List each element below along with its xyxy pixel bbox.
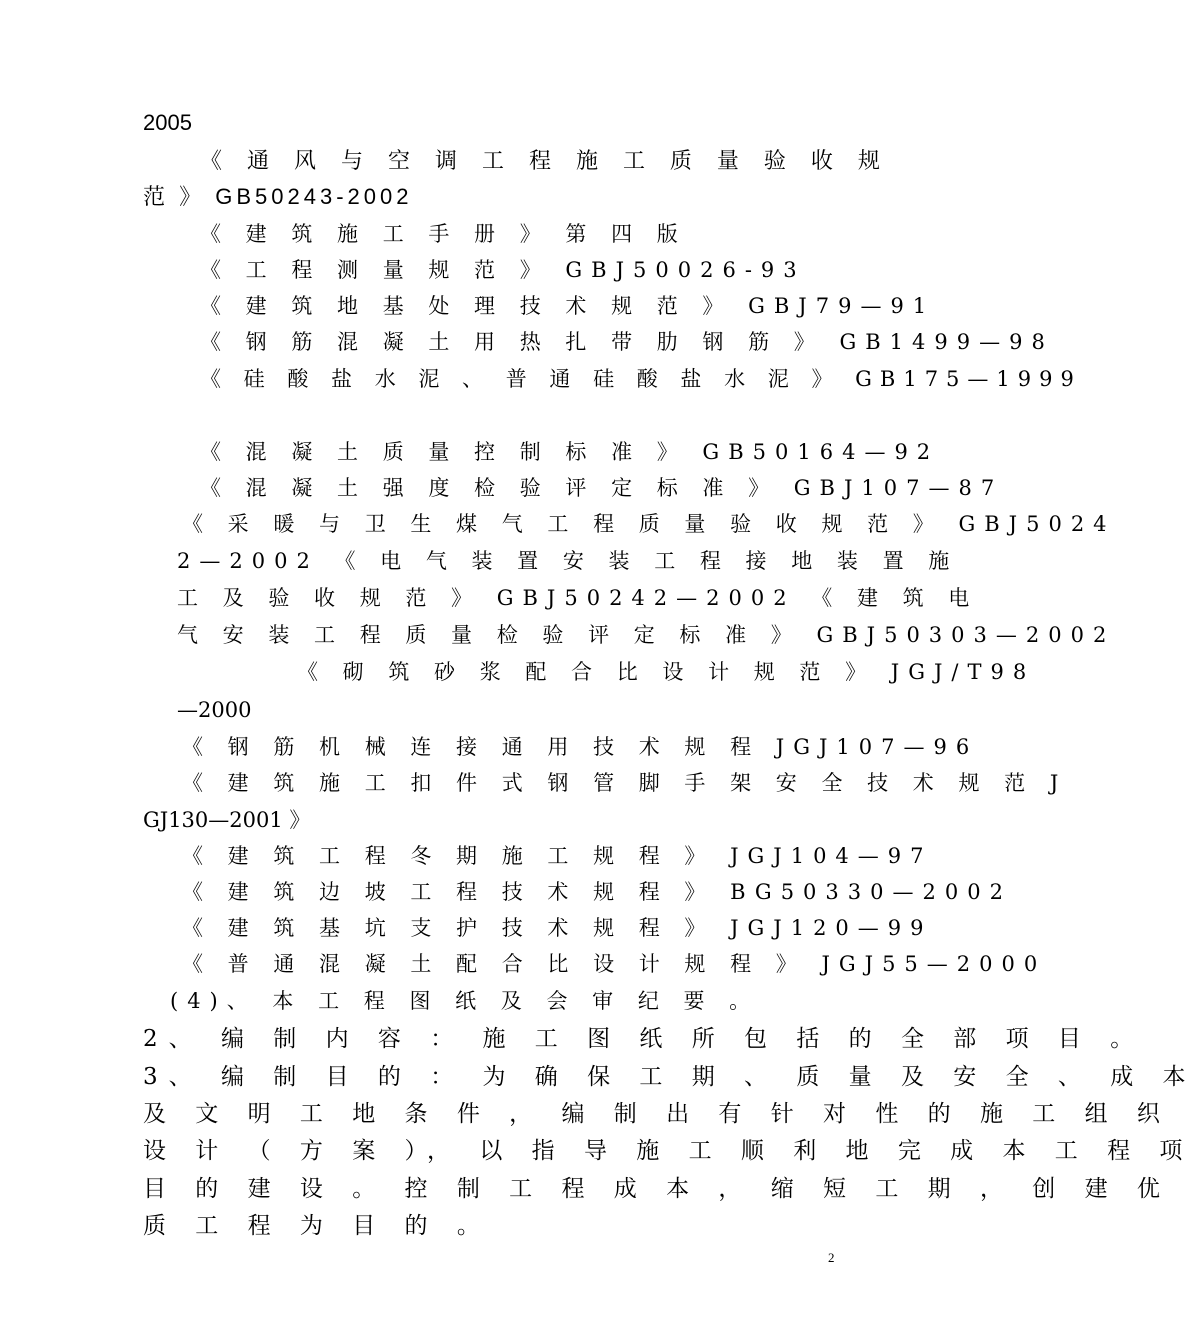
standard-entry: 《 钢 筋 混 凝 土 用 热 扎 带 肋 钢 筋 》 GB1499—98 xyxy=(200,330,1054,354)
text-line: 3、 编 制 目 的 ： 为 确 保 工 期 、 质 量 及 安 全 、 成 本 xyxy=(143,1064,1197,1090)
text-line: 目 的 建 设 。 控 制 工 程 成 本 ， 缩 短 工 期 ， 创 建 优 xyxy=(143,1176,1171,1202)
text-line: (4)、 本 工 程 图 纸 及 会 审 纪 要 。 xyxy=(170,989,760,1013)
standard-entry: 《 建 筑 施 工 手 册 》 第 四 版 xyxy=(200,222,687,246)
text-line: 质 工 程 为 目 的 。 xyxy=(143,1213,491,1239)
standard-entry: 《 钢 筋 机 械 连 接 通 用 技 术 规 程 JGJ107—96 xyxy=(182,735,979,759)
standard-entry: 2—2002 《 电 气 装 置 安 装 工 程 接 地 装 置 施 xyxy=(177,549,959,573)
standard-entry: 《 建 筑 边 坡 工 程 技 术 规 程 》 BG50330—2002 xyxy=(182,880,1012,904)
standard-entry: 《 建 筑 地 基 处 理 技 术 规 范 》 GBJ79—91 xyxy=(200,294,936,318)
standard-entry: 《 混 凝 土 强 度 检 验 评 定 标 准 》 GBJ107—87 xyxy=(200,476,1004,500)
standard-entry: 《 建 筑 施 工 扣 件 式 钢 管 脚 手 架 安 全 技 术 规 范 J xyxy=(182,771,1068,795)
standard-entry: 《 采 暖 与 卫 生 煤 气 工 程 质 量 验 收 规 范 》 GBJ5024 xyxy=(182,512,1116,536)
standard-entry: 《 混 凝 土 质 量 控 制 标 准 》 GB50164—92 xyxy=(200,440,940,464)
standard-entry: 《 硅 酸 盐 水 泥 、 普 通 硅 酸 盐 水 泥 》 GB175—1999 xyxy=(200,367,1082,391)
text-line: 设 计 （ 方 案 ）， 以 指 导 施 工 顺 利 地 完 成 本 工 程 项 xyxy=(143,1138,1194,1164)
standard-entry: 范 》 GB50243-2002 xyxy=(143,184,413,209)
standard-entry: 《 工 程 测 量 规 范 》 GBJ50026-93 xyxy=(200,258,806,282)
standard-entry: GJ130—2001 》 xyxy=(143,808,311,832)
text-line: 2005 xyxy=(143,110,192,135)
standard-entry: 《 普 通 混 凝 土 配 合 比 设 计 规 程 》 JGJ55—2000 xyxy=(182,952,1047,976)
text-line: 及 文 明 工 地 条 件 ， 编 制 出 有 针 对 性 的 施 工 组 织 xyxy=(143,1101,1171,1127)
standard-entry: 气 安 装 工 程 质 量 检 验 评 定 标 准 》 GBJ50303—2002 xyxy=(177,623,1116,647)
standard-entry: 《 建 筑 工 程 冬 期 施 工 规 程 》 JGJ104—97 xyxy=(182,844,933,868)
standard-entry: —2000 xyxy=(177,698,252,722)
standard-entry: 《 通 风 与 空 调 工 程 施 工 质 量 验 收 规 xyxy=(200,149,889,174)
standard-entry: 工 及 验 收 规 范 》 GBJ50242—2002 《 建 筑 电 xyxy=(177,586,979,610)
text-line: 2、 编 制 内 容 ： 施 工 图 纸 所 包 括 的 全 部 项 目 。 xyxy=(143,1026,1145,1052)
page-number: 2 xyxy=(828,1250,835,1265)
standard-entry: 《 建 筑 基 坑 支 护 技 术 规 程 》 JGJ120—99 xyxy=(182,916,933,940)
standard-entry: 《 砌 筑 砂 浆 配 合 比 设 计 规 范 》 JGJ/T98 xyxy=(297,660,1036,684)
